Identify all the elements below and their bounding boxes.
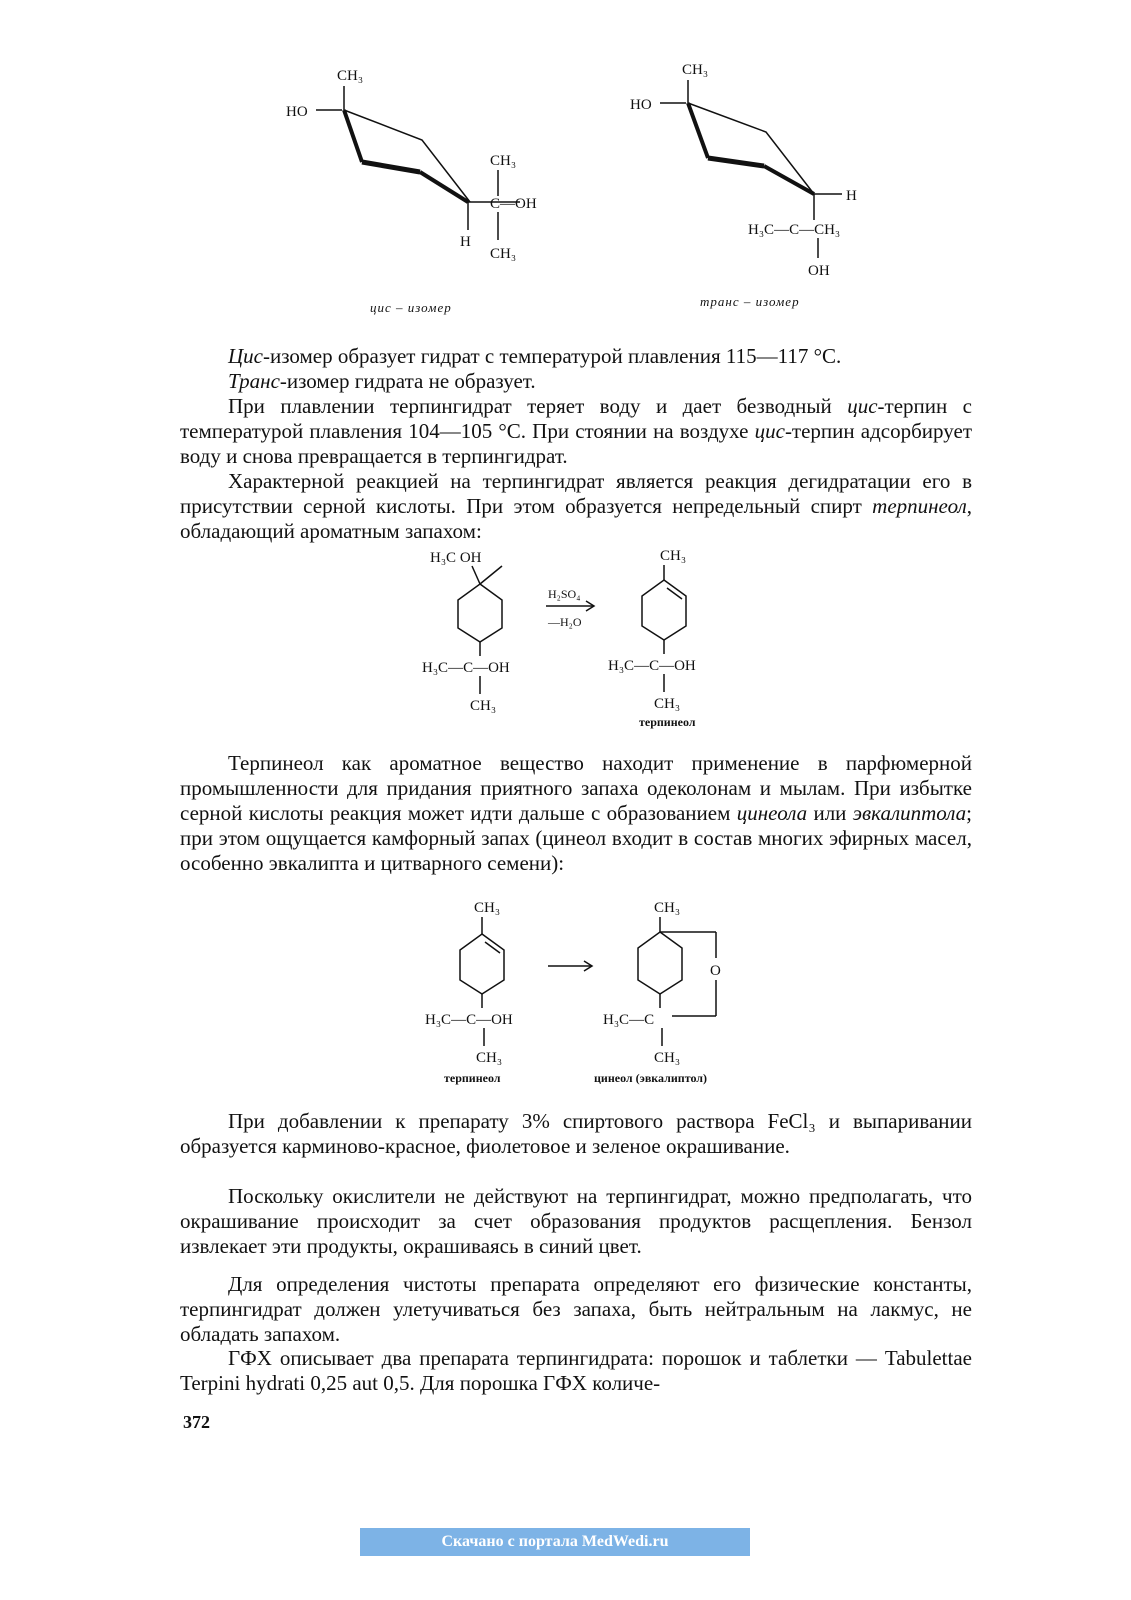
p3-text1: Характерной реакцией на терпингидрат является реакция дегидратации его в присутствии серной кислоты. При этом образуется непредельный спирт: [180, 469, 972, 518]
cis-ch3-bottom: CH₃: [490, 246, 517, 262]
mid-left-bottom: CH₃: [470, 698, 497, 714]
cis-ch3: CH₃: [337, 68, 364, 84]
bot-right-top: CH₃: [654, 900, 681, 916]
trans-ho: HO: [630, 97, 652, 113]
bot-right-side: H₃C—C: [603, 1012, 655, 1028]
trans-label: транс – изомер: [700, 294, 800, 309]
cineole-structure: [594, 900, 721, 1085]
trans-oh: OH: [808, 263, 830, 279]
p4-text1: Терпинеол как ароматное вещество находит применение в парфюмерной промышленности для придания приятного запаха одеколонам и мылам. При избытке серной кислоты реакция может идти дальше с образованием: [180, 751, 972, 825]
p3-text2: , обладающий ароматным запахом:: [180, 494, 972, 543]
reaction-arrow: [546, 587, 594, 629]
p2-text1: При плавлении терпингидрат теряет воду и дает безводный: [228, 394, 848, 418]
trans-ch3: CH₃: [682, 62, 709, 78]
terpineol-structure-2: [425, 900, 513, 1085]
p2-text2: -терпин с температурой плавления 104—105 °С. При стоянии на воздухе: [180, 394, 972, 443]
mid-right-bottom: CH₃: [654, 696, 681, 712]
p1-line2: -изомер гидрата не образует.: [279, 369, 536, 393]
terpin-hydrate-structure: [422, 550, 510, 714]
p1-line1: -изомер образует гидрат с температурой плавления 115—117 °С.: [263, 344, 842, 368]
bot-right-o: O: [710, 963, 721, 979]
bot-left-bottom: CH₃: [476, 1050, 503, 1066]
cineole-diagram: [0, 894, 1131, 1090]
p2-italic1: цис: [847, 394, 878, 418]
paragraph-melting: [180, 394, 972, 469]
p4-italic1: цинеола: [736, 801, 808, 825]
bot-left-side: H₃C—C—OH: [425, 1012, 513, 1028]
p4-text2: или: [807, 801, 853, 825]
paragraph-fecl3: При добавлении к препарату 3% спиртового раствора FeCl₃ и выпаривании образуется карминово-красное, фиолетовое и зеленое окрашивание.: [180, 1109, 972, 1158]
bot-right-label: цинеол (эвкалиптол): [594, 1071, 708, 1085]
terpineol-structure: [608, 548, 696, 729]
plain-arrow: [548, 961, 592, 971]
cis-ch3-side: CH₃: [490, 153, 517, 169]
trans-isomer-structure: [630, 62, 857, 309]
p2-italic2: цис: [754, 419, 785, 443]
bot-left-label: терпинеол: [444, 1071, 501, 1085]
mid-right-side: H₃C—C—OH: [608, 658, 696, 674]
cis-label: цис – изомер: [370, 300, 452, 315]
cis-isomer-structure: [286, 68, 537, 315]
paragraph-gfx: ГФХ описывает два препарата терпингидрата: порошок и таблетки — Tabulettae Terpini hydrati 0,25 aut 0,5. Для порошка ГФХ количе-: [180, 1346, 972, 1395]
trans-h: H: [846, 188, 857, 204]
mid-left-top: H₃C OH: [430, 550, 482, 566]
cis-italic: Цис: [228, 344, 263, 368]
paragraph-terpineol: [180, 751, 972, 876]
isomers-diagram: [0, 0, 1131, 330]
cis-c-oh: C—OH: [490, 196, 537, 212]
terpineol-label: терпинеол: [639, 715, 696, 729]
trans-row: H₃C—C—CH₃: [748, 222, 841, 238]
mid-left-side: H₃C—C—OH: [422, 660, 510, 676]
paragraph-cis-trans: [180, 344, 972, 394]
paragraph-oxidizers: Поскольку окислители не действуют на терпингидрат, можно предполагать, что окрашивание происходит за счет образования продуктов расщепления. Бензол извлекает эти продукты, окрашиваясь в синий цвет.: [180, 1184, 972, 1258]
paragraph-reaction: [180, 469, 972, 544]
mid-right-top: CH₃: [660, 548, 687, 564]
minus-water: —H₂O: [548, 615, 582, 629]
p4-italic2: эвкалиптола: [852, 801, 967, 825]
dehydration-diagram: [0, 540, 1131, 740]
download-banner[interactable]: Скачано с портала MedWedi.ru: [360, 1528, 750, 1556]
page-number: 372: [183, 1412, 210, 1432]
trans-italic: Транс: [228, 369, 280, 393]
paragraph-purity: Для определения чистоты препарата определяют его физические константы, терпингидрат должен улетучиваться без запаха, быть нейтральным на лакмус, не обладать запахом.: [180, 1272, 972, 1346]
cis-h: H: [460, 234, 471, 250]
p4-text3: ; при этом ощущается камфорный запах (цинеол входит в состав многих эфирных масел, особенно эвкалипта и цитварного семени):: [180, 801, 972, 875]
p2-text3: -терпин адсорбирует воду и снова превращается в терпингидрат.: [180, 419, 972, 468]
p3-italic1: терпинеол: [872, 494, 967, 518]
bot-left-top: CH₃: [474, 900, 501, 916]
bot-right-bottom: CH₃: [654, 1050, 681, 1066]
cis-ho: HO: [286, 104, 308, 120]
reagent-h2so4: H₂SO₄: [548, 587, 581, 601]
